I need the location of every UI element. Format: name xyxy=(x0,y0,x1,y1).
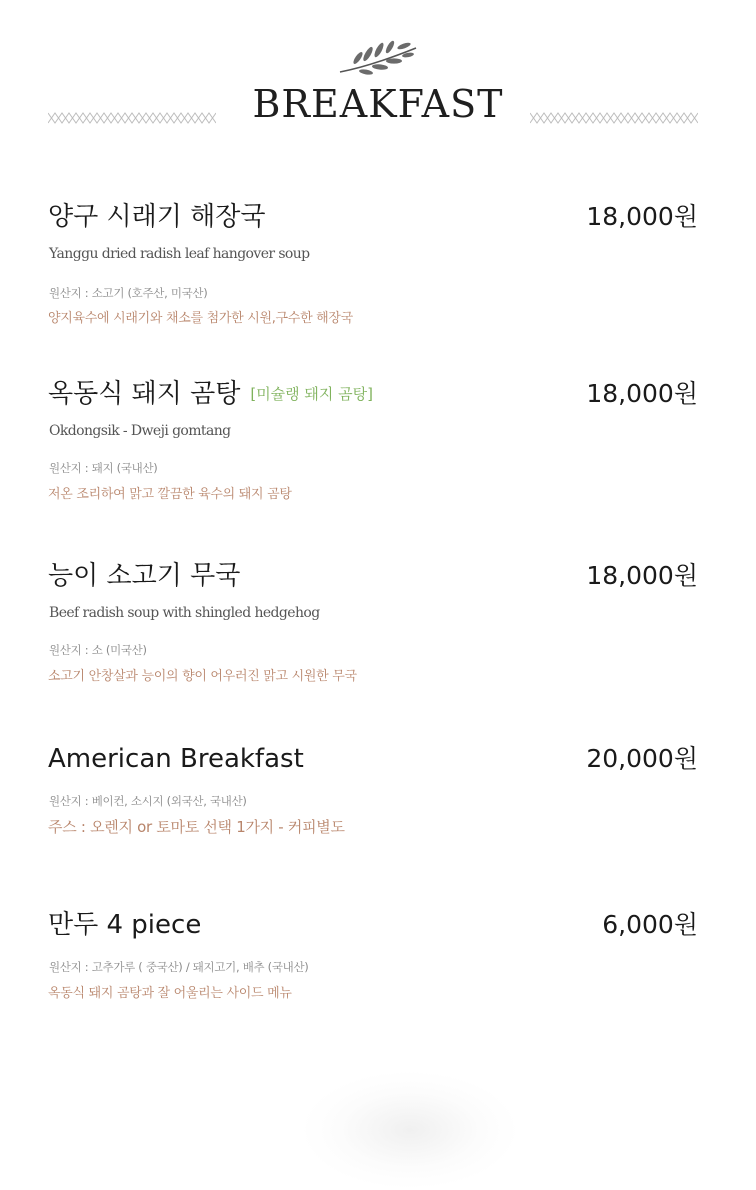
menu-item-price: 18,000원 xyxy=(586,379,698,408)
menu-item-origin: 원산지 : 돼지 (국내산) xyxy=(49,461,158,475)
menu-item-name: 능이 소고기 무국 xyxy=(48,561,241,591)
menu-item-price: 6,000원 xyxy=(602,910,698,939)
menu-item-origin: 원산지 : 소 (미국산) xyxy=(49,643,147,657)
menu-item-price: 18,000원 xyxy=(586,561,698,590)
menu-item-description: 주스 : 오렌지 or 토마토 선택 1가지 - 커피별도 xyxy=(48,818,345,836)
menu-item-description: 저온 조리하여 맑고 깔끔한 육수의 돼지 곰탕 xyxy=(48,487,292,502)
menu-item-price: 20,000원 xyxy=(586,744,698,773)
menu-item-name: 옥동식 돼지 곰탕 xyxy=(48,379,241,409)
right-decorative-divider xyxy=(530,111,698,125)
menu-header xyxy=(0,0,756,140)
menu-item-name: American Breakfast xyxy=(48,744,304,774)
menu-item-description: 양지육수에 시래기와 채소를 첨가한 시원,구수한 해장국 xyxy=(48,311,353,326)
left-decorative-divider xyxy=(48,111,216,125)
menu-item-english-name: Okdongsik - Dweji gomtang xyxy=(49,423,231,439)
decorative-bowl-shadow xyxy=(300,1070,520,1190)
menu-item-description: 소고기 안창살과 능이의 향이 어우러진 맑고 시원한 무국 xyxy=(48,669,357,684)
page-title: BREAKFAST xyxy=(252,82,504,126)
menu-item-english-name: Yanggu dried radish leaf hangover soup xyxy=(49,246,310,262)
menu-item-origin: 원산지 : 고추가루 ( 중국산) / 돼지고기, 배추 (국내산) xyxy=(49,960,309,974)
menu-item xyxy=(48,742,698,852)
menu-item-origin: 원산지 : 소고기 (호주산, 미국산) xyxy=(49,286,208,300)
menu-item-name: 만두 4 piece xyxy=(48,910,202,940)
michelin-tag: [미슐랭 돼지 곰탕] xyxy=(250,385,374,403)
menu-item-price: 18,000원 xyxy=(586,202,698,231)
menu-item-english-name: Beef radish soup with shingled hedgehog xyxy=(49,605,320,621)
menu-item xyxy=(48,200,698,330)
menu-item xyxy=(48,377,698,507)
menu-item-origin: 원산지 : 베이컨, 소시지 (외국산, 국내산) xyxy=(49,794,247,808)
menu-item-description: 옥동식 돼지 곰탕과 잘 어울리는 사이드 메뉴 xyxy=(48,986,292,1001)
menu-item xyxy=(48,908,698,1008)
menu-item xyxy=(48,559,698,689)
olive-branch-icon xyxy=(336,38,422,78)
menu-item-name-row xyxy=(48,377,373,411)
menu-item-name: 양구 시래기 해장국 xyxy=(48,202,266,232)
